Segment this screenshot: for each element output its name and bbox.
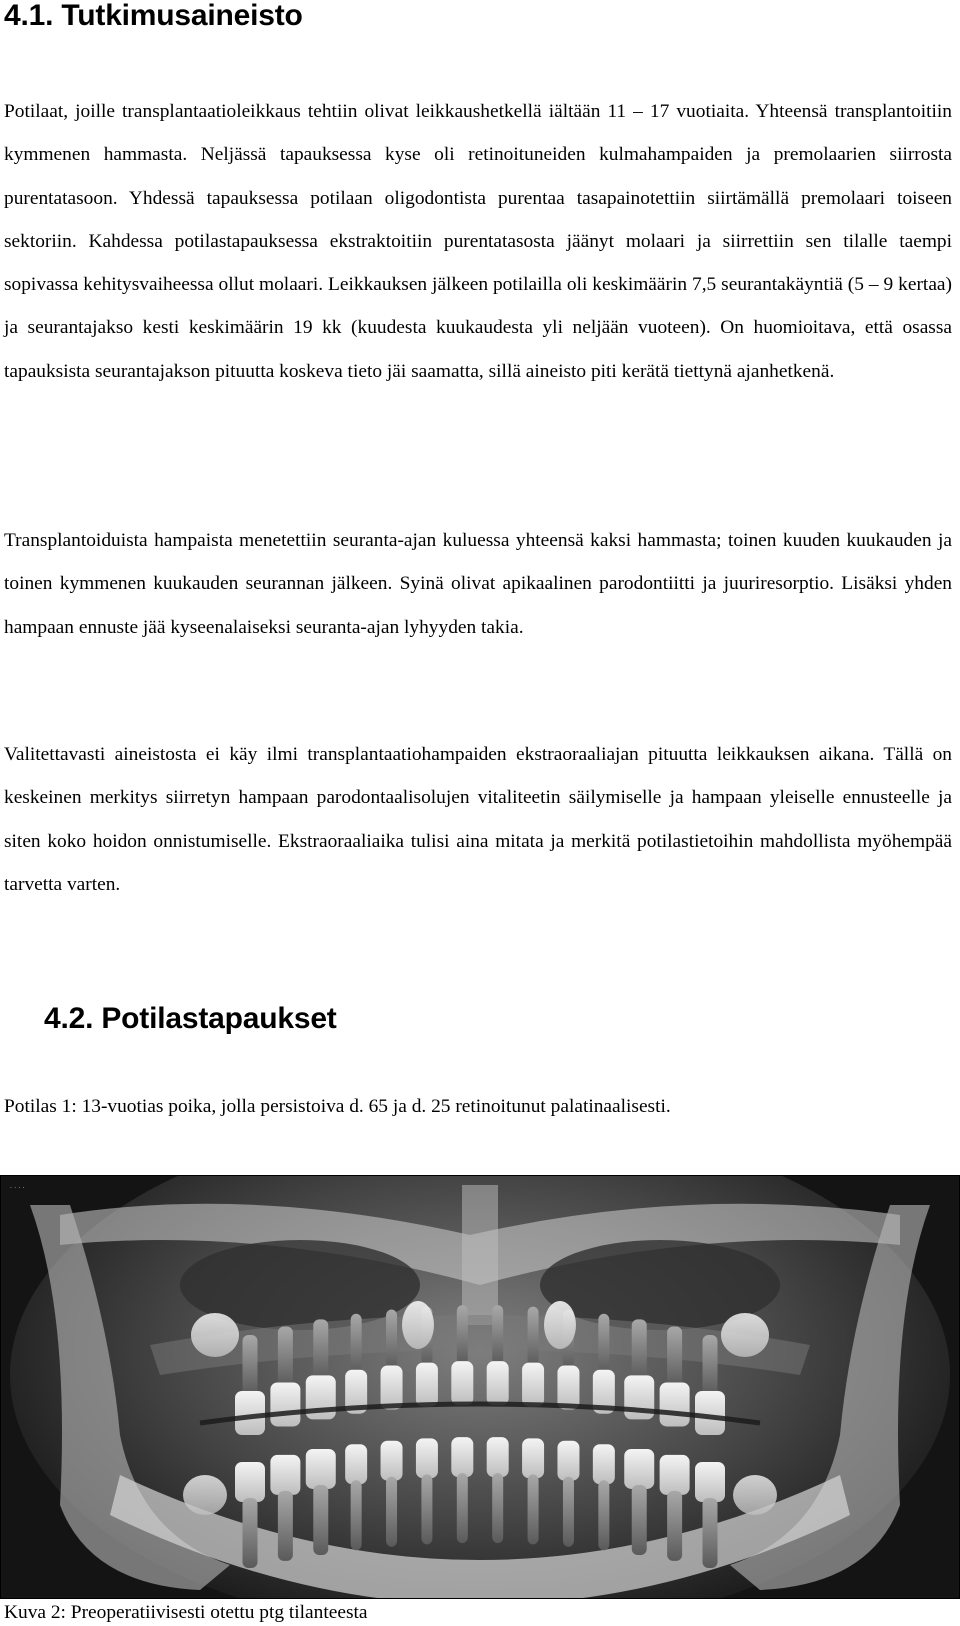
upper-tooth-root [313, 1319, 328, 1379]
lower-tooth-crown [522, 1438, 544, 1478]
lower-tooth-root [667, 1491, 682, 1561]
lower-tooth-crown [695, 1462, 725, 1502]
lower-tooth-root [278, 1491, 293, 1561]
upper-tooth-crown [270, 1382, 300, 1426]
upper-tooth-root [351, 1314, 362, 1374]
upper-tooth-crown [416, 1363, 438, 1407]
lower-tooth-crown [270, 1455, 300, 1495]
section-heading-potilastapaukset: 4.2. Potilastapaukset [44, 1002, 337, 1035]
upper-tooth-crown [381, 1365, 403, 1409]
lower-tooth-root [313, 1485, 328, 1555]
lower-tooth-crown [451, 1437, 473, 1477]
lower-tooth-crown [306, 1449, 336, 1489]
paragraph-lost-teeth: Transplantoiduista hampaista menetettiin seuranta-ajan kuluessa yhteensä kaksi hammasta; toinen kuuden kuukauden ja toinen kymmenen kuukauden seurannan jälkeen. Syinä olivat apikaalinen parodontiitti ja juuriresorptio. Lisäksi yhden hampaan ennuste jää kyseenalaiseksi seuranta-ajan lyhyyden takia. [4, 530, 952, 638]
lower-tooth-root [563, 1477, 574, 1547]
lower-tooth-root [598, 1480, 609, 1550]
upper-tooth-root [386, 1309, 397, 1369]
upper-tooth-root [243, 1335, 258, 1395]
upper-tooth-crown [451, 1361, 473, 1405]
lower-tooth-crown [487, 1437, 509, 1477]
lower-tooth-crown [345, 1444, 367, 1484]
upper-tooth-crown [695, 1391, 725, 1435]
upper-tooth-root [492, 1305, 503, 1365]
upper-tooth-root [278, 1326, 293, 1386]
upper-tooth-crown [660, 1382, 690, 1426]
lower-tooth-crown [624, 1449, 654, 1489]
lower-tooth-crown [557, 1441, 579, 1481]
upper-tooth-crown [557, 1365, 579, 1409]
lower-tooth-root [351, 1480, 362, 1550]
xray-drawing [0, 1175, 960, 1599]
upper-tooth-root [667, 1326, 682, 1386]
paragraph-extraoral-time: Valitettavasti aineistosta ei käy ilmi transplantaatiohampaiden ekstraoraaliajan pituutta leikkauksen aikana. Tällä on keskeinen merkitys siirretyn hampaan parodontaalisolujen vitaliteetin säilymiselle ja hampaan yleiselle ennusteelle ja siten koko hoidon onnistumiselle. Ekstraoraaliaika tulisi aina mitata ja merkitä potilastietoihin mahdollista myöhempää tarvetta varten. [4, 744, 952, 895]
lower-tooth-root [421, 1474, 432, 1544]
lower-tooth-crown [381, 1441, 403, 1481]
upper-tooth-root [528, 1307, 539, 1367]
figure-caption: Kuva 2: Preoperatiivisesti otettu ptg tilanteesta [4, 1602, 368, 1623]
lower-tooth-root [528, 1474, 539, 1544]
upper-tooth-crown [522, 1363, 544, 1407]
upper-tooth-root [632, 1319, 647, 1379]
lower-tooth-root [243, 1498, 258, 1568]
panoramic-xray-image [0, 1175, 960, 1599]
case-1-intro: Potilas 1: 13-vuotias poika, jolla persistoiva d. 65 ja d. 25 retinoitunut palatinaalisesti. [4, 1096, 671, 1117]
lower-tooth-crown [593, 1444, 615, 1484]
lower-tooth-root [492, 1473, 503, 1543]
upper-tooth-crown [235, 1391, 265, 1435]
lower-tooth-root [386, 1477, 397, 1547]
upper-tooth-root [703, 1335, 718, 1395]
xray-watermark: · · · · [10, 1185, 25, 1192]
lower-tooth-crown [660, 1455, 690, 1495]
lower-tooth-root [457, 1473, 468, 1543]
lower-tooth-crown [416, 1438, 438, 1478]
lower-tooth-root [703, 1498, 718, 1568]
paragraph-patients: Potilaat, joille transplantaatioleikkaus tehtiin olivat leikkaushetkellä iältään 11 – 17 vuotiaita. Yhteensä transplantoitiin kymmenen hammasta. Neljässä tapauksessa kyse oli retinoituneiden kulmahampaiden ja premolaarien siirrosta purentatasoon. Yhdessä tapauksessa potilaan oligodontista purentaa tasapainotettiin siirtämällä premolaari toiseen sektoriin. Kahdessa potilastapauksessa ekstraktoitiin purentatasosta jäänyt molaari ja siirrettiin sen tilalle taempi sopivassa kehitysvaiheessa ollut molaari. Leikkauksen jälkeen potilailla oli keskimäärin 7,5 seurantakäyntiä (5 – 9 kertaa) ja seurantajakso kesti keskimäärin 19 kk (kuudesta kuukaudesta yli neljään vuoteen). On huomioitava, että osassa tapauksista seurantajakson pituutta koskeva tieto jäi saamatta, sillä aineisto piti kerätä tiettynä ajanhetkenä. [4, 101, 952, 382]
section-heading-tutkimusaineisto: 4.1. Tutkimusaineisto [4, 0, 303, 32]
upper-tooth-root [457, 1305, 468, 1365]
upper-tooth-crown [487, 1361, 509, 1405]
upper-tooth-root [598, 1314, 609, 1374]
lower-tooth-root [632, 1485, 647, 1555]
lower-tooth-crown [235, 1462, 265, 1502]
